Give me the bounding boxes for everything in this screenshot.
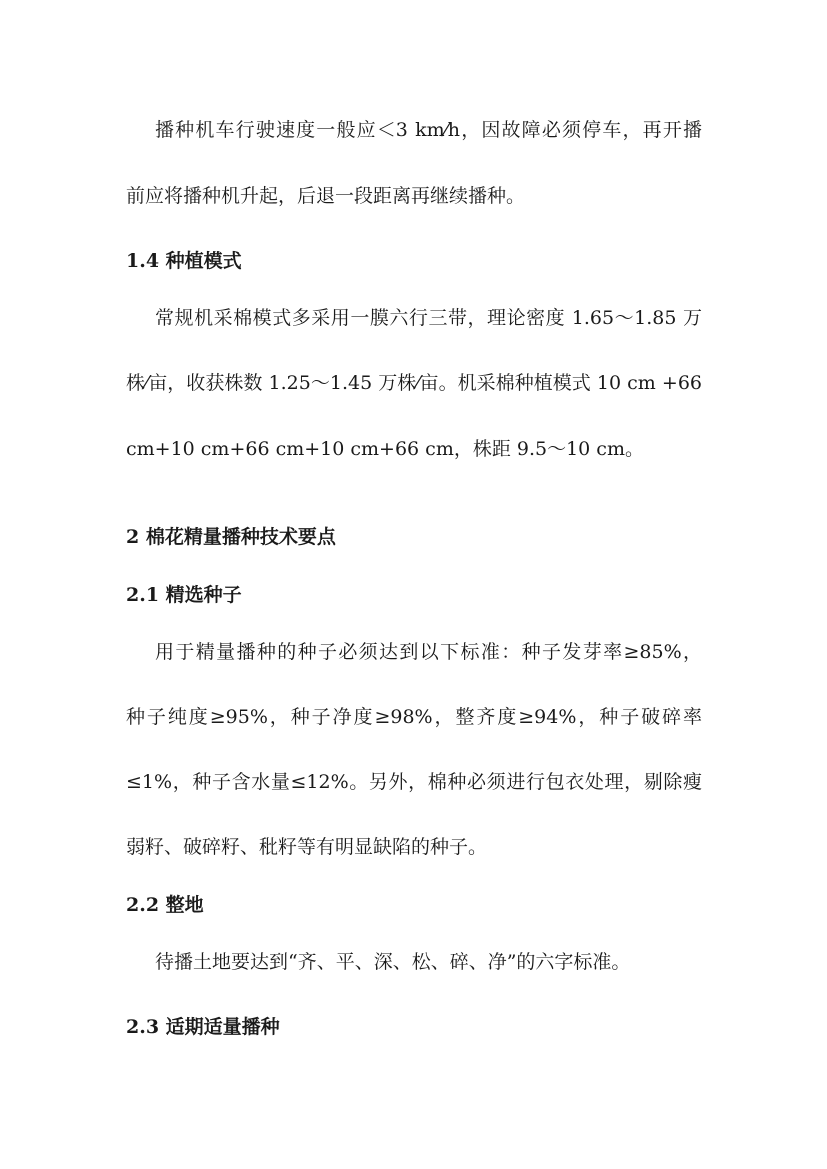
section-heading-2-2: 2.2 整地	[126, 894, 204, 916]
paragraph-line: 播种机车行驶速度一般应＜3 km⁄h，因故障必须停车，再开播	[155, 119, 702, 141]
paragraph-line: 常规机采棉模式多采用一膜六行三带，理论密度 1.65～1.85 万	[155, 307, 702, 329]
paragraph-line: cm+10 cm+66 cm+10 cm+66 cm，株距 9.5～10 cm。	[126, 438, 644, 460]
section-heading-1-4: 1.4 种植模式	[126, 250, 242, 272]
section-heading-2-1: 2.1 精选种子	[126, 584, 242, 606]
paragraph-line: ≤1%，种子含水量≤12%。另外，棉种必须进行包衣处理，剔除瘦	[126, 771, 702, 793]
paragraph-line: 用于精量播种的种子必须达到以下标准：种子发芽率≥85%，	[155, 641, 702, 663]
paragraph-line: 弱籽、破碎籽、秕籽等有明显缺陷的种子。	[126, 836, 488, 858]
section-heading-2: 2 棉花精量播种技术要点	[126, 526, 336, 548]
paragraph-line: 前应将播种机升起，后退一段距离再继续播种。	[126, 185, 526, 207]
paragraph-line: 株⁄亩，收获株数 1.25～1.45 万株⁄亩。机采棉种植模式 10 cm +66	[126, 372, 702, 394]
paragraph-line: 待播土地要达到“齐、平、深、松、碎、净”的六字标准。	[155, 951, 631, 973]
section-heading-2-3: 2.3 适期适量播种	[126, 1016, 280, 1038]
paragraph-line: 种子纯度≥95%，种子净度≥98%，整齐度≥94%，种子破碎率	[126, 706, 702, 728]
